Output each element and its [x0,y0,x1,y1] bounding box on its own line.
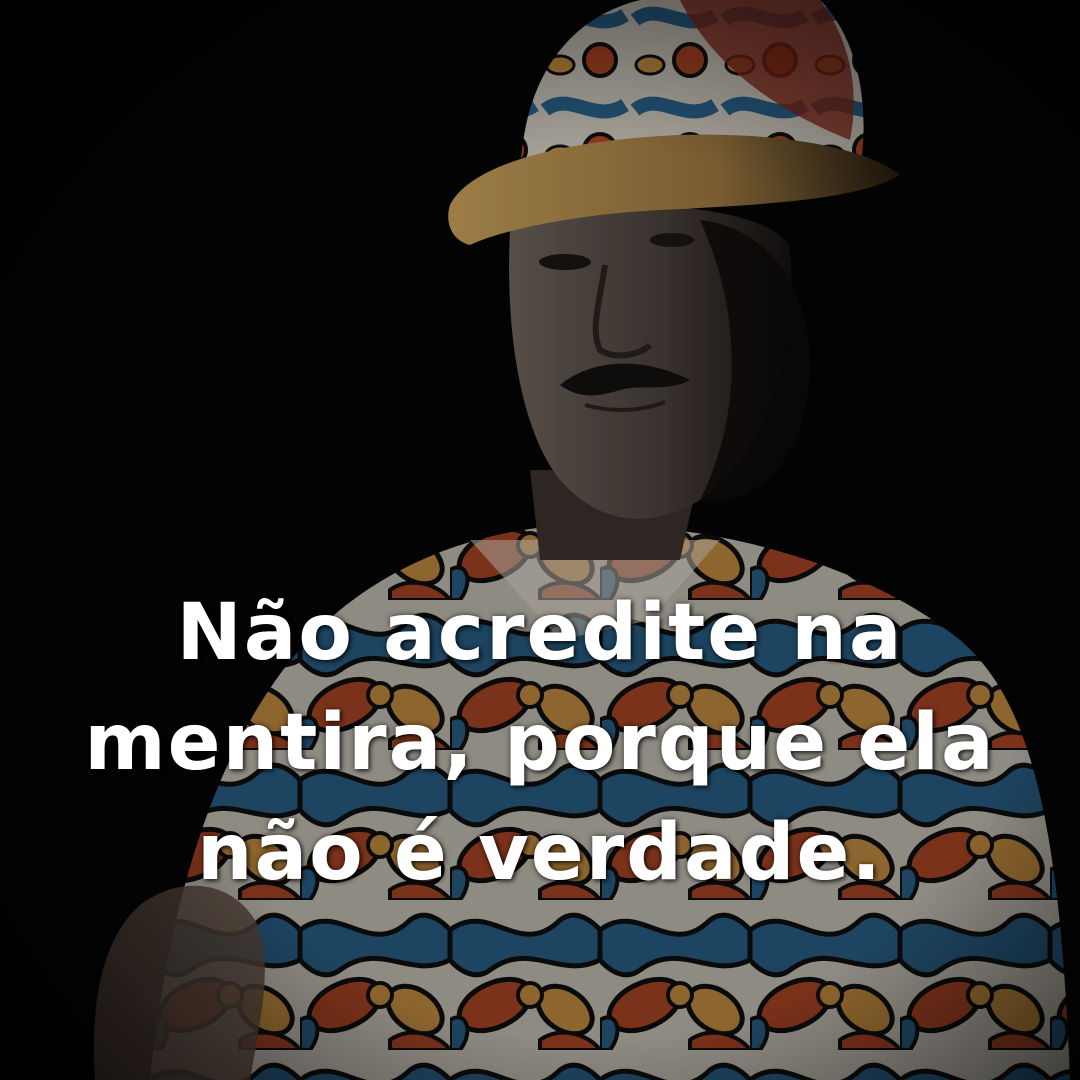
quote-line-2: mentira, porque ela [84,698,996,788]
quote-line-3: não é verdade. [196,808,883,898]
quote-line-1: Não acredite na [176,588,904,678]
quote-text [0,578,1080,908]
